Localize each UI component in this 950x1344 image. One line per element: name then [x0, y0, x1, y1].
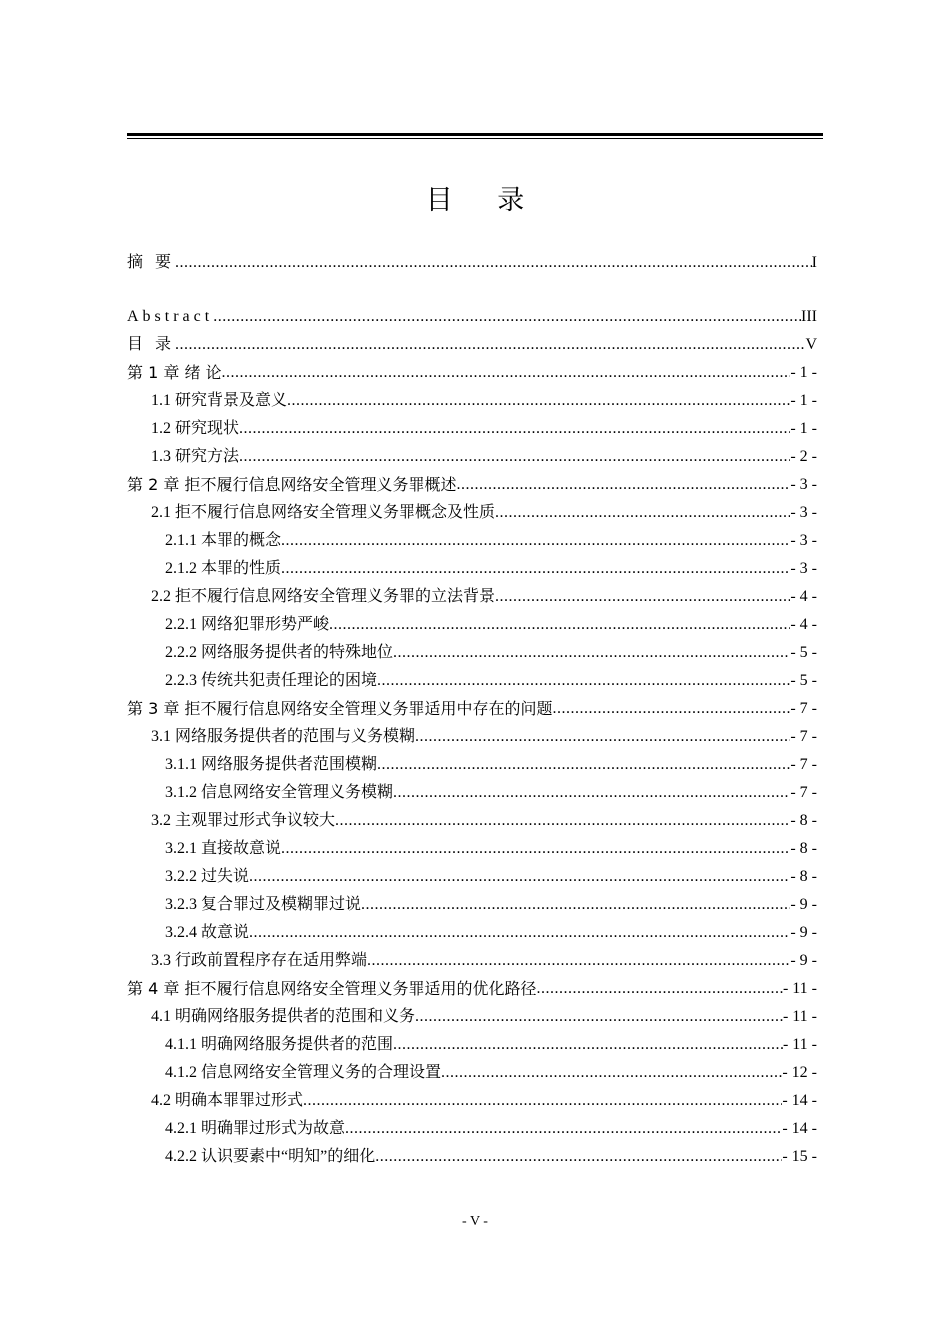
- toc-entry[interactable]: [127, 662, 817, 690]
- toc-entry-label: Abstract: [127, 308, 214, 325]
- toc-dot-leader: [222, 364, 791, 382]
- toc-entry-page: - 7 -: [790, 700, 817, 717]
- toc-entry-label: 3.2.3 复合罪过及模糊罪过说: [165, 896, 362, 913]
- toc-entry-page: - 11 -: [782, 980, 817, 997]
- toc-entry[interactable]: [127, 550, 817, 578]
- table-of-contents: [127, 244, 817, 1166]
- toc-dot-leader: [377, 672, 790, 690]
- page-number-footer: - V -: [462, 1214, 488, 1229]
- toc-entry-label: 第 1 章 绪 论: [127, 363, 222, 382]
- toc-entry-label: 3.1.2 信息网络安全管理义务模糊: [165, 784, 394, 801]
- toc-entry[interactable]: [127, 382, 817, 410]
- toc-entry-page: - 8 -: [790, 840, 817, 857]
- toc-entry-label: 3.2.4 故意说: [165, 924, 250, 941]
- toc-dot-leader: [377, 756, 790, 774]
- toc-dot-leader: [495, 588, 790, 606]
- toc-dot-leader: [281, 532, 790, 550]
- toc-entry-label: 4.2.1 明确罪过形式为故意: [165, 1120, 346, 1137]
- toc-dot-leader: [393, 784, 790, 802]
- toc-dot-leader: [393, 644, 790, 662]
- toc-entry-page: - 5 -: [790, 644, 817, 661]
- toc-entry-label: 3.2 主观罪过形式争议较大: [151, 812, 336, 829]
- toc-entry-page: - 1 -: [790, 392, 817, 409]
- toc-entry-page: - 9 -: [790, 896, 817, 913]
- toc-dot-leader: [249, 868, 790, 886]
- toc-entry[interactable]: [127, 858, 817, 886]
- toc-dot-leader: [361, 896, 790, 914]
- toc-entry-page: - 1 -: [790, 420, 817, 437]
- toc-dot-leader: [335, 812, 790, 830]
- toc-entry[interactable]: [127, 998, 817, 1026]
- toc-entry-label: 4.1 明确网络服务提供者的范围和义务: [151, 1008, 416, 1025]
- toc-entry[interactable]: [127, 354, 817, 382]
- toc-entry[interactable]: [127, 718, 817, 746]
- toc-entry-page: I: [811, 254, 817, 271]
- toc-entry-page: - 2 -: [790, 448, 817, 465]
- toc-dot-leader: [239, 420, 790, 438]
- toc-entry[interactable]: [127, 1054, 817, 1082]
- toc-entry-page: - 3 -: [790, 560, 817, 577]
- toc-entry-page: - 8 -: [790, 868, 817, 885]
- toc-entry-page: - 9 -: [790, 952, 817, 969]
- toc-entry-label: 4.2 明确本罪罪过形式: [151, 1092, 304, 1109]
- toc-dot-leader: [281, 840, 790, 858]
- toc-entry-page: - 3 -: [790, 476, 817, 493]
- toc-entry[interactable]: [127, 942, 817, 970]
- toc-dot-leader: [329, 616, 790, 634]
- toc-entry[interactable]: [127, 970, 817, 998]
- toc-dot-leader: [552, 700, 790, 718]
- toc-entry-label: 2.2.1 网络犯罪形势严峻: [165, 616, 330, 633]
- toc-entry[interactable]: [127, 494, 817, 522]
- toc-entry-label: 3.3 行政前置程序存在适用弊端: [151, 952, 368, 969]
- toc-dot-leader: [239, 448, 790, 466]
- toc-entry[interactable]: [127, 466, 817, 494]
- toc-entry-page: - 4 -: [790, 588, 817, 605]
- toc-entry-label: 3.2.1 直接故意说: [165, 840, 282, 857]
- toc-entry-label: 3.1 网络服务提供者的范围与义务模糊: [151, 728, 416, 745]
- toc-entry[interactable]: [127, 1110, 817, 1138]
- toc-entry[interactable]: [127, 410, 817, 438]
- toc-entry[interactable]: [127, 326, 817, 354]
- toc-entry-page: - 4 -: [790, 616, 817, 633]
- toc-dot-leader: [213, 308, 801, 326]
- toc-entry[interactable]: [127, 634, 817, 662]
- toc-entry-page: - 7 -: [790, 784, 817, 801]
- toc-entry-label: 摘 要: [127, 254, 176, 271]
- toc-entry-label: 第 3 章 拒不履行信息网络安全管理义务罪适用中存在的问题: [127, 699, 553, 718]
- toc-dot-leader: [287, 392, 790, 410]
- toc-entry-page: - 12 -: [782, 1064, 817, 1081]
- toc-entry[interactable]: [127, 606, 817, 634]
- toc-dot-leader: [303, 1092, 782, 1110]
- toc-dot-leader: [175, 336, 805, 354]
- toc-entry-label: 1.3 研究方法: [151, 448, 240, 465]
- toc-entry-label: 4.2.2 认识要素中“明知”的细化: [165, 1148, 376, 1165]
- toc-entry-label: 第 4 章 拒不履行信息网络安全管理义务罪适用的优化路径: [127, 979, 537, 998]
- toc-entry-page: - 3 -: [790, 532, 817, 549]
- toc-entry-page: - 14 -: [782, 1092, 817, 1109]
- toc-dot-leader: [375, 1148, 782, 1166]
- toc-dot-leader: [495, 504, 790, 522]
- toc-entry-page: - 1 -: [790, 364, 817, 381]
- toc-entry-page: - 11 -: [782, 1008, 817, 1025]
- toc-entry-label: 目 录: [127, 336, 176, 353]
- toc-entry[interactable]: [127, 746, 817, 774]
- toc-entry-label: 2.1 拒不履行信息网络安全管理义务罪概念及性质: [151, 504, 496, 521]
- toc-entry-page: V: [805, 336, 817, 353]
- toc-entry[interactable]: [127, 914, 817, 942]
- toc-dot-leader: [415, 1008, 783, 1026]
- toc-entry-label: 4.1.1 明确网络服务提供者的范围: [165, 1036, 394, 1053]
- toc-entry-label: 2.2.3 传统共犯责任理论的困境: [165, 672, 378, 689]
- toc-entry[interactable]: [127, 774, 817, 802]
- header-rule-thick: [127, 133, 823, 136]
- toc-dot-leader: [345, 1120, 782, 1138]
- toc-entry-label: 3.2.2 过失说: [165, 868, 250, 885]
- toc-entry-label: 2.1.2 本罪的性质: [165, 560, 282, 577]
- toc-dot-leader: [281, 560, 790, 578]
- toc-entry[interactable]: [127, 522, 817, 550]
- toc-entry-page: - 15 -: [782, 1148, 817, 1165]
- toc-entry-page: - 3 -: [790, 504, 817, 521]
- toc-entry[interactable]: [127, 578, 817, 606]
- toc-entry-label: 1.1 研究背景及意义: [151, 392, 288, 409]
- toc-dot-leader: [393, 1036, 783, 1054]
- toc-entry-label: 3.1.1 网络服务提供者范围模糊: [165, 756, 378, 773]
- toc-entry[interactable]: [127, 1138, 817, 1166]
- toc-dot-leader: [456, 476, 790, 494]
- toc-dot-leader: [249, 924, 790, 942]
- toc-entry-page: - 11 -: [782, 1036, 817, 1053]
- toc-entry-page: - 5 -: [790, 672, 817, 689]
- toc-dot-leader: [367, 952, 790, 970]
- toc-entry-page: - 7 -: [790, 728, 817, 745]
- toc-entry[interactable]: [127, 802, 817, 830]
- toc-entry[interactable]: [127, 244, 817, 272]
- toc-entry-page: - 7 -: [790, 756, 817, 773]
- toc-entry[interactable]: [127, 438, 817, 466]
- toc-entry[interactable]: [127, 886, 817, 914]
- toc-entry[interactable]: [127, 1026, 817, 1054]
- toc-dot-leader: [175, 254, 812, 272]
- toc-entry-label: 2.2 拒不履行信息网络安全管理义务罪的立法背景: [151, 588, 496, 605]
- toc-entry-label: 4.1.2 信息网络安全管理义务的合理设置: [165, 1064, 442, 1081]
- toc-entry-page: - 14 -: [782, 1120, 817, 1137]
- toc-entry[interactable]: [127, 690, 817, 718]
- toc-entry-page: III: [801, 308, 817, 325]
- toc-entry[interactable]: [127, 298, 817, 326]
- toc-entry-label: 2.1.1 本罪的概念: [165, 532, 282, 549]
- toc-entry-label: 2.2.2 网络服务提供者的特殊地位: [165, 644, 394, 661]
- toc-dot-leader: [415, 728, 790, 746]
- toc-entry-label: 1.2 研究现状: [151, 420, 240, 437]
- page-title: 目 录: [425, 185, 543, 216]
- header-rule-thin: [127, 138, 823, 139]
- toc-entry-page: - 9 -: [790, 924, 817, 941]
- toc-entry-label: 第 2 章 拒不履行信息网络安全管理义务罪概述: [127, 475, 457, 494]
- toc-dot-leader: [441, 1064, 782, 1082]
- toc-entry-page: - 8 -: [790, 812, 817, 829]
- toc-entry[interactable]: [127, 830, 817, 858]
- toc-dot-leader: [536, 980, 782, 998]
- toc-entry[interactable]: [127, 1082, 817, 1110]
